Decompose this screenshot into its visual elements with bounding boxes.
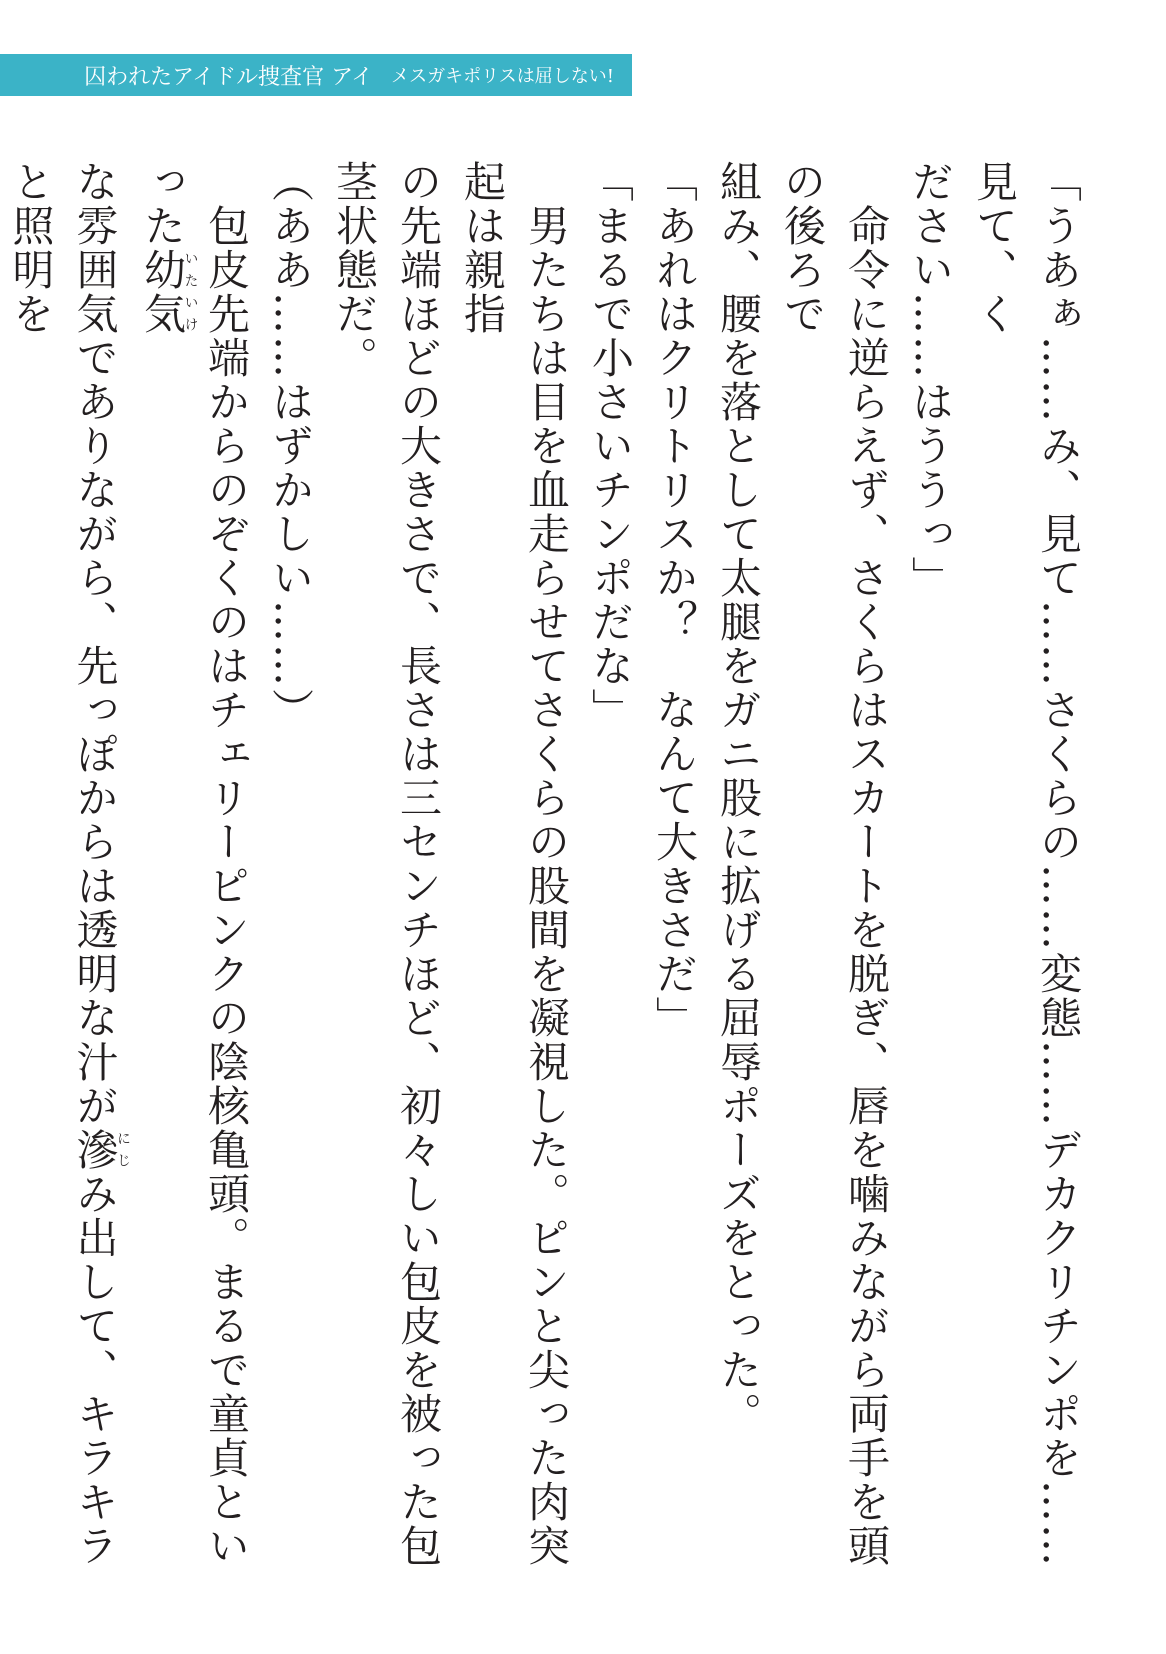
ruby-itaike-base: 幼気 xyxy=(138,248,187,336)
text-line-10-main: 包皮先端からのぞくのはチェリーピンクの陰核亀頭。まるで童貞といった xyxy=(138,160,251,1568)
text-line-10 xyxy=(130,160,258,1580)
text-line-5: 「あれはクリトリスか？ なんて大きさだ」 xyxy=(650,160,699,1040)
text-line-1: 「うあぁ……み、見て……さくらの……変態……デカクリチンポを……見て、く xyxy=(970,160,1083,1568)
text-line-9: （ああ……はずかしい……） xyxy=(266,160,315,732)
text-line-11-a: な雰囲気でありながら、先っぽからは透明な汁が xyxy=(70,160,120,1128)
text-line-8: の先端ほどの大きさで、長さは三センチほど、初々しい包皮を被った包茎状態だ。 xyxy=(330,160,443,1568)
ruby-nijimi-base: 滲 xyxy=(70,1128,120,1172)
ruby-nijimi xyxy=(70,1128,131,1172)
vertical-text-body xyxy=(6,160,1090,1580)
ruby-nijimi-text: にじ xyxy=(115,1128,131,1172)
text-line-11 xyxy=(0,160,130,1580)
ruby-itaike-text: いたいけ xyxy=(182,248,199,336)
ruby-itaike xyxy=(138,248,199,336)
text-line-6: 「まるで小さいチンポだな」 xyxy=(586,160,635,732)
text-line-4: 組み、腰を落として太腿をガニ股に拡げる屈辱ポーズをとった。 xyxy=(714,160,763,1436)
book-subtitle: メスガキポリスは屈しない! xyxy=(391,66,614,87)
book-title: 囚われたアイドル捜査官 アイ xyxy=(84,64,374,90)
text-line-11-b: み出して、キラキラと照明を xyxy=(6,160,120,1568)
text-line-2: ださい……はううっ」 xyxy=(906,160,955,600)
running-header xyxy=(0,54,632,96)
header-underline xyxy=(0,96,632,98)
text-line-7: 男たちは目を血走らせてさくらの股間を凝視した。ピンと尖った肉突起は親指 xyxy=(458,160,571,1568)
text-line-3: 命令に逆らえず、さくらはスカートを脱ぎ、唇を噛みながら両手を頭の後ろで xyxy=(778,160,891,1568)
